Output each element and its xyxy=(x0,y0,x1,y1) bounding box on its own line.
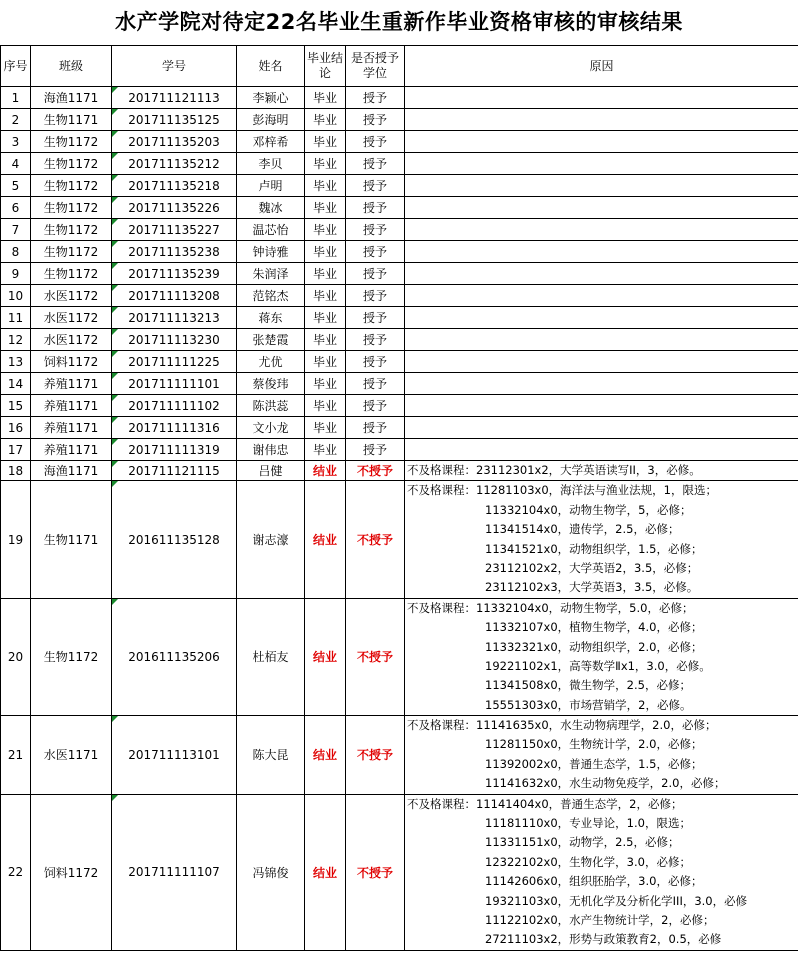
cell-reason[interactable] xyxy=(405,263,798,285)
cell-student-id[interactable]: 201711111225 xyxy=(112,351,237,373)
cell-student-id[interactable]: 201611135206 xyxy=(112,598,237,715)
cell-name[interactable]: 文小龙 xyxy=(237,417,305,439)
table-row xyxy=(1,373,798,395)
cell-degree[interactable]: 不授予 xyxy=(346,794,405,950)
cell-student-id[interactable]: 201711135226 xyxy=(112,197,237,219)
cell-student-id[interactable]: 201711135239 xyxy=(112,263,237,285)
cell-degree[interactable]: 授予 xyxy=(346,285,405,307)
cell-no[interactable]: 15 xyxy=(1,395,31,417)
reason-line xyxy=(407,638,798,657)
table-row xyxy=(1,131,798,153)
reason-line xyxy=(407,461,798,480)
cell-no[interactable]: 16 xyxy=(1,417,31,439)
cell-student-id[interactable]: 201711113101 xyxy=(112,716,237,795)
table-row xyxy=(1,329,798,351)
cell-reason[interactable] xyxy=(405,794,798,950)
cell-reason[interactable] xyxy=(405,153,798,175)
cell-degree[interactable]: 授予 xyxy=(346,351,405,373)
cell-student-id[interactable]: 201711111101 xyxy=(112,373,237,395)
cell-no[interactable]: 7 xyxy=(1,219,31,241)
cell-reason[interactable] xyxy=(405,481,798,598)
cell-reason[interactable] xyxy=(405,395,798,417)
cell-conclusion[interactable]: 毕业 xyxy=(305,131,346,153)
reason-line xyxy=(407,716,798,735)
cell-class[interactable]: 生物1172 xyxy=(31,263,112,285)
reason-line xyxy=(407,676,798,695)
cell-degree[interactable]: 授予 xyxy=(346,373,405,395)
cell-reason[interactable] xyxy=(405,461,798,481)
cell-no[interactable]: 3 xyxy=(1,131,31,153)
cell-reason[interactable] xyxy=(405,131,798,153)
cell-conclusion[interactable]: 结业 xyxy=(305,461,346,481)
cell-conclusion[interactable]: 毕业 xyxy=(305,219,346,241)
reason-line xyxy=(407,501,798,520)
cell-name[interactable]: 魏冰 xyxy=(237,197,305,219)
cell-name[interactable]: 吕健 xyxy=(237,461,305,481)
reason-line xyxy=(407,559,798,578)
cell-degree[interactable]: 授予 xyxy=(346,197,405,219)
reason-text: 11181110x0，专业导论，1.0，限选； xyxy=(485,816,691,831)
reason-line xyxy=(407,892,798,911)
cell-reason[interactable] xyxy=(405,439,798,461)
cell-name[interactable]: 卢明 xyxy=(237,175,305,197)
cell-degree[interactable]: 授予 xyxy=(346,153,405,175)
cell-no[interactable]: 11 xyxy=(1,307,31,329)
cell-student-id[interactable]: 201611135128 xyxy=(112,481,237,598)
reason-line xyxy=(407,481,798,500)
reason-text: 不及格课程：11141404x0，普通生态学，2，必修； xyxy=(407,796,683,811)
cell-no[interactable]: 22 xyxy=(1,794,31,950)
cell-no[interactable]: 21 xyxy=(1,716,31,795)
cell-conclusion[interactable]: 结业 xyxy=(305,598,346,715)
reason-text: 不及格课程：11141635x0，水生动物病理学，2.0，必修； xyxy=(407,718,717,733)
cell-class[interactable]: 生物1171 xyxy=(31,481,112,598)
cell-name[interactable]: 李贝 xyxy=(237,153,305,175)
cell-student-id[interactable]: 201711111316 xyxy=(112,417,237,439)
reason-line xyxy=(407,735,798,754)
cell-name[interactable]: 蔡俊玮 xyxy=(237,373,305,395)
cell-degree[interactable]: 授予 xyxy=(346,241,405,263)
table-row xyxy=(1,351,798,373)
reason-line xyxy=(407,795,798,814)
cell-name[interactable]: 范铭杰 xyxy=(237,285,305,307)
cell-conclusion[interactable]: 结业 xyxy=(305,716,346,795)
cell-name[interactable]: 冯锦俊 xyxy=(237,794,305,950)
table-row xyxy=(1,481,798,598)
cell-degree[interactable]: 不授予 xyxy=(346,598,405,715)
header-reason: 原因 xyxy=(405,46,798,87)
cell-name[interactable]: 李颖心 xyxy=(237,87,305,109)
reason-text: 27211103x2，形势与政策教育2，0.5，必修 xyxy=(485,932,722,947)
cell-class[interactable]: 水医1172 xyxy=(31,307,112,329)
reason-line xyxy=(407,833,798,852)
cell-student-id[interactable]: 201711111319 xyxy=(112,439,237,461)
cell-conclusion[interactable]: 毕业 xyxy=(305,175,346,197)
cell-conclusion[interactable]: 毕业 xyxy=(305,263,346,285)
header-no: 序号 xyxy=(1,46,31,87)
cell-reason[interactable] xyxy=(405,175,798,197)
cell-no[interactable]: 20 xyxy=(1,598,31,715)
cell-reason[interactable] xyxy=(405,307,798,329)
table-row xyxy=(1,285,798,307)
cell-name[interactable]: 温芯怡 xyxy=(237,219,305,241)
cell-student-id[interactable]: 201711113230 xyxy=(112,329,237,351)
reason-line xyxy=(407,657,798,676)
table-row xyxy=(1,716,798,795)
table-row xyxy=(1,241,798,263)
reason-line xyxy=(407,911,798,930)
results-table xyxy=(0,45,798,951)
cell-name[interactable]: 杜栢友 xyxy=(237,598,305,715)
cell-student-id[interactable]: 201711135203 xyxy=(112,131,237,153)
reason-line xyxy=(407,520,798,539)
table-row xyxy=(1,109,798,131)
cell-reason[interactable] xyxy=(405,109,798,131)
cell-no[interactable]: 10 xyxy=(1,285,31,307)
cell-name[interactable]: 谢伟忠 xyxy=(237,439,305,461)
table-row xyxy=(1,87,798,109)
reason-text: 23112102x3，大学英语3，3.5，必修。 xyxy=(485,580,699,595)
cell-class[interactable]: 生物1172 xyxy=(31,598,112,715)
reason-text: 11332104x0，动物生物学，5，必修； xyxy=(485,502,692,517)
cell-student-id[interactable]: 201711113213 xyxy=(112,307,237,329)
reason-line xyxy=(407,853,798,872)
table-row xyxy=(1,153,798,175)
cell-reason[interactable] xyxy=(405,329,798,351)
cell-degree[interactable]: 授予 xyxy=(346,263,405,285)
cell-reason[interactable] xyxy=(405,197,798,219)
cell-no[interactable]: 19 xyxy=(1,481,31,598)
table-row xyxy=(1,197,798,219)
cell-student-id[interactable]: 201711135238 xyxy=(112,241,237,263)
reason-text: 11341521x0，动物组织学，1.5，必修； xyxy=(485,541,703,556)
cell-conclusion[interactable]: 毕业 xyxy=(305,329,346,351)
table-row xyxy=(1,263,798,285)
cell-conclusion[interactable]: 毕业 xyxy=(305,307,346,329)
cell-conclusion[interactable]: 毕业 xyxy=(305,285,346,307)
reason-text: 19221102x1，高等数学Ⅱx1，3.0，必修。 xyxy=(485,658,711,673)
cell-class[interactable]: 生物1172 xyxy=(31,219,112,241)
cell-degree[interactable]: 授予 xyxy=(346,175,405,197)
cell-reason[interactable] xyxy=(405,351,798,373)
cell-no[interactable]: 14 xyxy=(1,373,31,395)
cell-conclusion[interactable]: 毕业 xyxy=(305,417,346,439)
cell-conclusion[interactable]: 毕业 xyxy=(305,373,346,395)
cell-reason[interactable] xyxy=(405,598,798,715)
cell-no[interactable]: 8 xyxy=(1,241,31,263)
cell-conclusion[interactable]: 结业 xyxy=(305,481,346,598)
table-row xyxy=(1,307,798,329)
cell-class[interactable]: 饲料1172 xyxy=(31,794,112,950)
cell-conclusion[interactable]: 毕业 xyxy=(305,197,346,219)
cell-no[interactable]: 9 xyxy=(1,263,31,285)
cell-no[interactable]: 18 xyxy=(1,461,31,481)
cell-degree[interactable]: 授予 xyxy=(346,439,405,461)
cell-class[interactable]: 水医1172 xyxy=(31,285,112,307)
reason-text: 15551303x0，市场营销学，2，必修。 xyxy=(485,697,692,712)
cell-no[interactable]: 2 xyxy=(1,109,31,131)
cell-reason[interactable] xyxy=(405,417,798,439)
cell-class[interactable]: 水医1172 xyxy=(31,329,112,351)
cell-class[interactable]: 生物1172 xyxy=(31,197,112,219)
cell-no[interactable]: 5 xyxy=(1,175,31,197)
header-class: 班级 xyxy=(31,46,112,87)
cell-degree[interactable]: 授予 xyxy=(346,219,405,241)
cell-degree[interactable]: 授予 xyxy=(346,417,405,439)
cell-class[interactable]: 生物1171 xyxy=(31,109,112,131)
table-row xyxy=(1,461,798,481)
cell-conclusion[interactable]: 毕业 xyxy=(305,439,346,461)
cell-reason[interactable] xyxy=(405,241,798,263)
table-row xyxy=(1,598,798,715)
reason-line xyxy=(407,872,798,891)
reason-line xyxy=(407,755,798,774)
cell-conclusion[interactable]: 毕业 xyxy=(305,241,346,263)
cell-degree[interactable]: 授予 xyxy=(346,87,405,109)
cell-class[interactable]: 水医1171 xyxy=(31,716,112,795)
cell-student-id[interactable]: 201711121115 xyxy=(112,461,237,481)
reason-text: 不及格课程：23112301x2，大学英语读写II，3，必修。 xyxy=(407,463,701,477)
cell-degree[interactable]: 不授予 xyxy=(346,461,405,481)
reason-text: 19321103x0，无机化学及分析化学III，3.0，必修 xyxy=(485,893,748,908)
cell-conclusion[interactable]: 毕业 xyxy=(305,395,346,417)
reason-text: 11281150x0，生物统计学，2.0，必修； xyxy=(485,737,703,752)
reason-text: 11332107x0，植物生物学，4.0，必修； xyxy=(485,620,703,635)
cell-student-id[interactable]: 201711135218 xyxy=(112,175,237,197)
cell-name[interactable]: 张楚霞 xyxy=(237,329,305,351)
cell-class[interactable]: 生物1172 xyxy=(31,153,112,175)
cell-degree[interactable]: 授予 xyxy=(346,329,405,351)
header-degree: 是否授予学位 xyxy=(346,46,405,87)
sheet-title: 水产学院对待定22名毕业生重新作毕业资格审核的审核结果 xyxy=(115,10,683,34)
cell-student-id[interactable]: 201711111102 xyxy=(112,395,237,417)
reason-text: 23112102x2，大学英语2，3.5，必修； xyxy=(485,560,699,575)
cell-degree[interactable]: 不授予 xyxy=(346,481,405,598)
table-row xyxy=(1,417,798,439)
reason-line xyxy=(407,618,798,637)
cell-degree[interactable]: 授予 xyxy=(346,131,405,153)
table-row xyxy=(1,794,798,950)
table-row xyxy=(1,439,798,461)
cell-class[interactable]: 养殖1171 xyxy=(31,417,112,439)
cell-no[interactable]: 13 xyxy=(1,351,31,373)
reason-text: 不及格课程：11281103x0，海洋法与渔业法规，1，限选； xyxy=(407,483,717,498)
cell-conclusion[interactable]: 毕业 xyxy=(305,351,346,373)
cell-class[interactable]: 海渔1171 xyxy=(31,461,112,481)
cell-no[interactable]: 12 xyxy=(1,329,31,351)
cell-degree[interactable]: 授予 xyxy=(346,307,405,329)
cell-degree[interactable]: 授予 xyxy=(346,395,405,417)
cell-conclusion[interactable]: 毕业 xyxy=(305,87,346,109)
cell-class[interactable]: 生物1172 xyxy=(31,175,112,197)
reason-text: 11141632x0，水生动物免疫学，2.0，必修； xyxy=(485,776,726,791)
reason-text: 11331151x0，动物学，2.5，必修； xyxy=(485,835,680,850)
cell-name[interactable]: 蒋东 xyxy=(237,307,305,329)
table-row xyxy=(1,175,798,197)
cell-name[interactable]: 朱润泽 xyxy=(237,263,305,285)
reason-line xyxy=(407,599,798,618)
cell-degree[interactable]: 授予 xyxy=(346,109,405,131)
cell-student-id[interactable]: 201711121113 xyxy=(112,87,237,109)
cell-class[interactable]: 生物1172 xyxy=(31,131,112,153)
cell-no[interactable]: 6 xyxy=(1,197,31,219)
cell-name[interactable]: 尤优 xyxy=(237,351,305,373)
reason-text: 11392002x0，普通生态学，1.5，必修； xyxy=(485,756,703,771)
cell-name[interactable]: 陈洪蕊 xyxy=(237,395,305,417)
table-row xyxy=(1,395,798,417)
cell-reason[interactable] xyxy=(405,219,798,241)
reason-text: 12322102x0，生物化学，3.0，必修； xyxy=(485,854,691,869)
cell-student-id[interactable]: 201711135125 xyxy=(112,109,237,131)
cell-reason[interactable] xyxy=(405,716,798,795)
reason-line xyxy=(407,540,798,559)
reason-line xyxy=(407,930,798,949)
header-student-id: 学号 xyxy=(112,46,237,87)
cell-reason[interactable] xyxy=(405,373,798,395)
cell-conclusion[interactable]: 毕业 xyxy=(305,153,346,175)
cell-student-id[interactable]: 201711135212 xyxy=(112,153,237,175)
reason-text: 11142606x0，组织胚胎学，3.0，必修； xyxy=(485,874,703,889)
cell-name[interactable]: 邓梓希 xyxy=(237,131,305,153)
header-name: 姓名 xyxy=(237,46,305,87)
reason-text: 11332321x0，动物组织学，2.0，必修； xyxy=(485,639,703,654)
reason-line xyxy=(407,774,798,793)
cell-class[interactable]: 海渔1171 xyxy=(31,87,112,109)
cell-class[interactable]: 生物1172 xyxy=(31,241,112,263)
reason-text: 11122102x0，水产生物统计学，2，必修； xyxy=(485,912,715,927)
reason-line xyxy=(407,814,798,833)
cell-name[interactable]: 陈大昆 xyxy=(237,716,305,795)
cell-degree[interactable]: 不授予 xyxy=(346,716,405,795)
cell-class[interactable]: 养殖1171 xyxy=(31,395,112,417)
cell-name[interactable]: 谢志濠 xyxy=(237,481,305,598)
reason-text: 不及格课程：11332104x0，动物生物学，5.0，必修； xyxy=(407,600,694,615)
cell-student-id[interactable]: 201711135227 xyxy=(112,219,237,241)
cell-class[interactable]: 养殖1171 xyxy=(31,373,112,395)
cell-class[interactable]: 饲料1172 xyxy=(31,351,112,373)
cell-conclusion[interactable]: 毕业 xyxy=(305,109,346,131)
cell-conclusion[interactable]: 结业 xyxy=(305,794,346,950)
cell-reason[interactable] xyxy=(405,285,798,307)
cell-class[interactable]: 养殖1171 xyxy=(31,439,112,461)
cell-no[interactable]: 4 xyxy=(1,153,31,175)
reason-text: 11341508x0，微生物学，2.5，必修； xyxy=(485,678,691,693)
cell-name[interactable]: 彭海明 xyxy=(237,109,305,131)
cell-reason[interactable] xyxy=(405,87,798,109)
header-conclusion: 毕业结论 xyxy=(305,46,346,87)
table-row xyxy=(1,219,798,241)
cell-student-id[interactable]: 201711111107 xyxy=(112,794,237,950)
cell-student-id[interactable]: 201711113208 xyxy=(112,285,237,307)
reason-line xyxy=(407,696,798,715)
header-row xyxy=(1,46,798,87)
reason-line xyxy=(407,578,798,597)
cell-no[interactable]: 1 xyxy=(1,87,31,109)
cell-no[interactable]: 17 xyxy=(1,439,31,461)
cell-name[interactable]: 钟诗雅 xyxy=(237,241,305,263)
reason-text: 11341514x0，遗传学，2.5，必修； xyxy=(485,522,680,537)
